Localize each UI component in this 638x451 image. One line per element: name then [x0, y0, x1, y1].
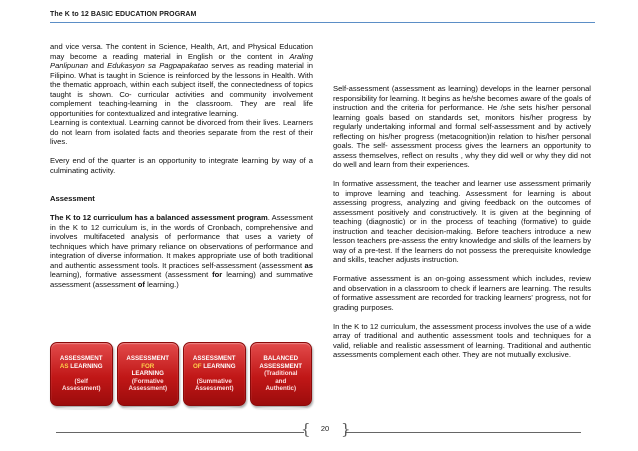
- right-paragraph-1: [333, 84, 591, 170]
- assessment-for-learning-box: [117, 342, 180, 406]
- box-sublabel: Assessment): [61, 385, 101, 393]
- text-line: subject itself, the connectedness of topics taught is shown. Co-: [50, 80, 313, 99]
- box-label: ASSESSMENT: [126, 355, 170, 363]
- text-line: It makes appropriate use of both traditional and authentic: [50, 251, 313, 270]
- text-line: the beginning of teaching (diagnostic) or in the process of teaching: [333, 207, 591, 226]
- text-line: aware of the goals of instruction and the criteria for performance.: [333, 93, 591, 112]
- text-line: review and observation in a classroom to check if learners are: [333, 274, 591, 293]
- text-line: way of a culminating activity.: [50, 156, 313, 175]
- text-line: tracking learners' progress, not for grading purposes.: [333, 293, 591, 312]
- text-line: personal responsibility for learning. It begins as he/she becomes: [333, 84, 591, 103]
- text-line: assess themselves, reflect on results , why they did well or why: [333, 150, 549, 160]
- balanced-assessment-box: [250, 342, 313, 406]
- running-header: The K to 12 BASIC EDUCATION PROGRAM: [50, 11, 197, 18]
- text-line: observations of performance and integration of diverse information.: [50, 241, 313, 260]
- box-label: ASSESSMENT: [192, 355, 236, 363]
- text-line: outcomes of assessment positively and constructively. It is given at: [333, 198, 591, 217]
- text-line: curricular activities and community involvement complement: [50, 89, 313, 108]
- text-line: assessment tools. It practices self-assessment (assessment: [98, 260, 305, 270]
- bold-statement: The K to 12 curriculum has a balanced assessment program: [50, 213, 268, 222]
- text-line: techniques for a valid, reliable and realistic assessment of learning.: [333, 331, 591, 350]
- text-line: learning) and: [222, 270, 273, 279]
- text-line: and vice versa. The content in Science, Health, Art, and Physical: [50, 42, 277, 51]
- box-label-accent: FOR: [141, 362, 155, 370]
- box-label: BALANCED: [263, 355, 299, 363]
- text-line: teachers introduce a new lesson teachers pre-assess the entry: [333, 226, 591, 245]
- text-line: and: [88, 61, 108, 70]
- text-line: teaching-learning in the classroom. They are real life opportunities: [50, 99, 313, 118]
- text-line: learners do not possess the prerequisite knowledge and skills,: [333, 245, 591, 264]
- assessment-of-learning-box: [183, 342, 246, 406]
- italic-subject: Edukasyon sa Pagpapakatao: [107, 61, 209, 70]
- right-paragraph-4: [333, 322, 591, 360]
- text-line: in: [277, 51, 290, 61]
- right-column: [333, 84, 591, 360]
- footer-brace-right: }: [341, 420, 351, 438]
- text-line: (formative) to guide instruction and teacher decision-making. Before: [333, 217, 591, 236]
- text-line: teacher adjusts instruction.: [368, 255, 459, 264]
- box-sublabel: Assessment): [128, 385, 168, 393]
- text-line: In the K to 12 curriculum, the assessment process involves the use: [333, 321, 559, 331]
- right-paragraph-2: [333, 179, 591, 265]
- box-sublabel: (Summative: [196, 377, 232, 385]
- text-line: is about assessing progress, analyzing and giving feedback on the: [333, 188, 591, 207]
- bold-word: as: [304, 260, 313, 270]
- text-line: by the lessons in Health. With the thematic approach, within each: [50, 70, 313, 89]
- text-line: They are not mutually exclusive.: [462, 350, 571, 359]
- left-paragraph-3: [50, 213, 313, 289]
- bold-word: for: [212, 270, 223, 279]
- page-number: 20: [320, 424, 330, 433]
- bold-word: of: [137, 279, 145, 289]
- text-line: Self-assessment (assessment as learning) develops in the learner: [333, 84, 560, 93]
- header-divider: [50, 22, 595, 23]
- box-label: LEARNING: [201, 362, 236, 370]
- left-paragraph-1: [50, 42, 313, 147]
- assessment-diagram: [50, 342, 312, 406]
- assessment-as-learning-box: [50, 342, 113, 406]
- left-column: [50, 42, 313, 289]
- text-line: self- assessment process gives the learners an opportunity to: [373, 141, 591, 150]
- text-line: reading material in Filipino. What is taught in Science is reinforced: [50, 61, 314, 80]
- text-line: primarily to improve learning and teaching. Assessment for learning: [333, 179, 591, 198]
- text-line: learning.): [144, 279, 179, 289]
- box-sublabel: Assessment): [194, 385, 234, 393]
- text-line: learning. The results of formative assessment are recorded for: [333, 283, 591, 302]
- left-paragraph-2: [50, 156, 313, 175]
- text-line: comprehensive and involves multifaceted analysis of performance: [50, 222, 313, 241]
- text-line: set, monitors his/her progress by regularly undertaking informal and: [333, 112, 591, 131]
- box-label-accent: AS: [59, 362, 69, 370]
- text-line: knowledge and skills of the learners by way of a pre-test. If the: [333, 236, 591, 255]
- text-line: Traditional and authentic assessments complement each other.: [333, 340, 591, 359]
- box-sublabel: (Self: [74, 377, 88, 385]
- section-heading: Assessment: [50, 194, 95, 203]
- text-line: for contextualized and integrative learning.: [95, 108, 239, 118]
- text-line: progress (metacognition)in relation to his/her personal goals. The: [333, 131, 591, 150]
- box-label: ASSESSMENT: [259, 362, 303, 370]
- box-sublabel: and: [275, 377, 287, 385]
- box-label-accent: OF: [192, 362, 202, 370]
- text-line: Learning is contextual. Learning cannot be divorced from their lives.: [50, 118, 281, 127]
- footer-rule-right: [345, 432, 581, 433]
- box-label: LEARNING: [68, 362, 103, 370]
- text-line: formal self-assessment and by actively reflecting on his/her: [333, 122, 591, 141]
- text-line: Every end of the quarter is an opportunity to integrate learning by: [50, 156, 280, 165]
- text-line: Education may become a reading material in English or the content: [50, 42, 313, 61]
- box-label: ASSESSMENT: [59, 355, 103, 363]
- box-sublabel: Authentic): [265, 385, 297, 393]
- text-line: Formative assessment is an on-going assessment which includes,: [333, 274, 566, 283]
- text-line: serves as: [208, 61, 246, 70]
- text-line: .: [267, 213, 270, 222]
- text-line: they did not do well and learn from their experiences.: [333, 150, 591, 169]
- text-line: In formative assessment, the teacher and learner use assessment: [333, 179, 560, 188]
- box-sublabel: (Traditional: [264, 370, 298, 378]
- text-line: Learners do not learn from isolated facts and theories separate: [50, 118, 313, 137]
- right-paragraph-3: [333, 274, 591, 312]
- footer-rule-left: [56, 432, 304, 433]
- box-label: LEARNING: [131, 370, 164, 378]
- box-sublabel: (Formative: [131, 377, 164, 385]
- text-line: that uses a variety of techniques which have primary reliance on: [50, 232, 313, 251]
- text-line: of a wide array of traditional and authentic assessment tools and: [333, 321, 591, 340]
- footer-brace-left: {: [301, 420, 311, 438]
- italic-subject: Araling Panlipunan: [50, 51, 313, 70]
- text-line: Assessment in the K to 12 curriculum is, in the words of Cronbach,: [50, 213, 313, 232]
- text-line: from the rest of their lives.: [50, 127, 313, 146]
- text-line: summative assessment (assessment: [50, 270, 313, 289]
- text-line: learning), formative assessment (assessment: [50, 270, 213, 279]
- text-line: He /she sets his/her personal learning goals based on standards: [333, 103, 591, 122]
